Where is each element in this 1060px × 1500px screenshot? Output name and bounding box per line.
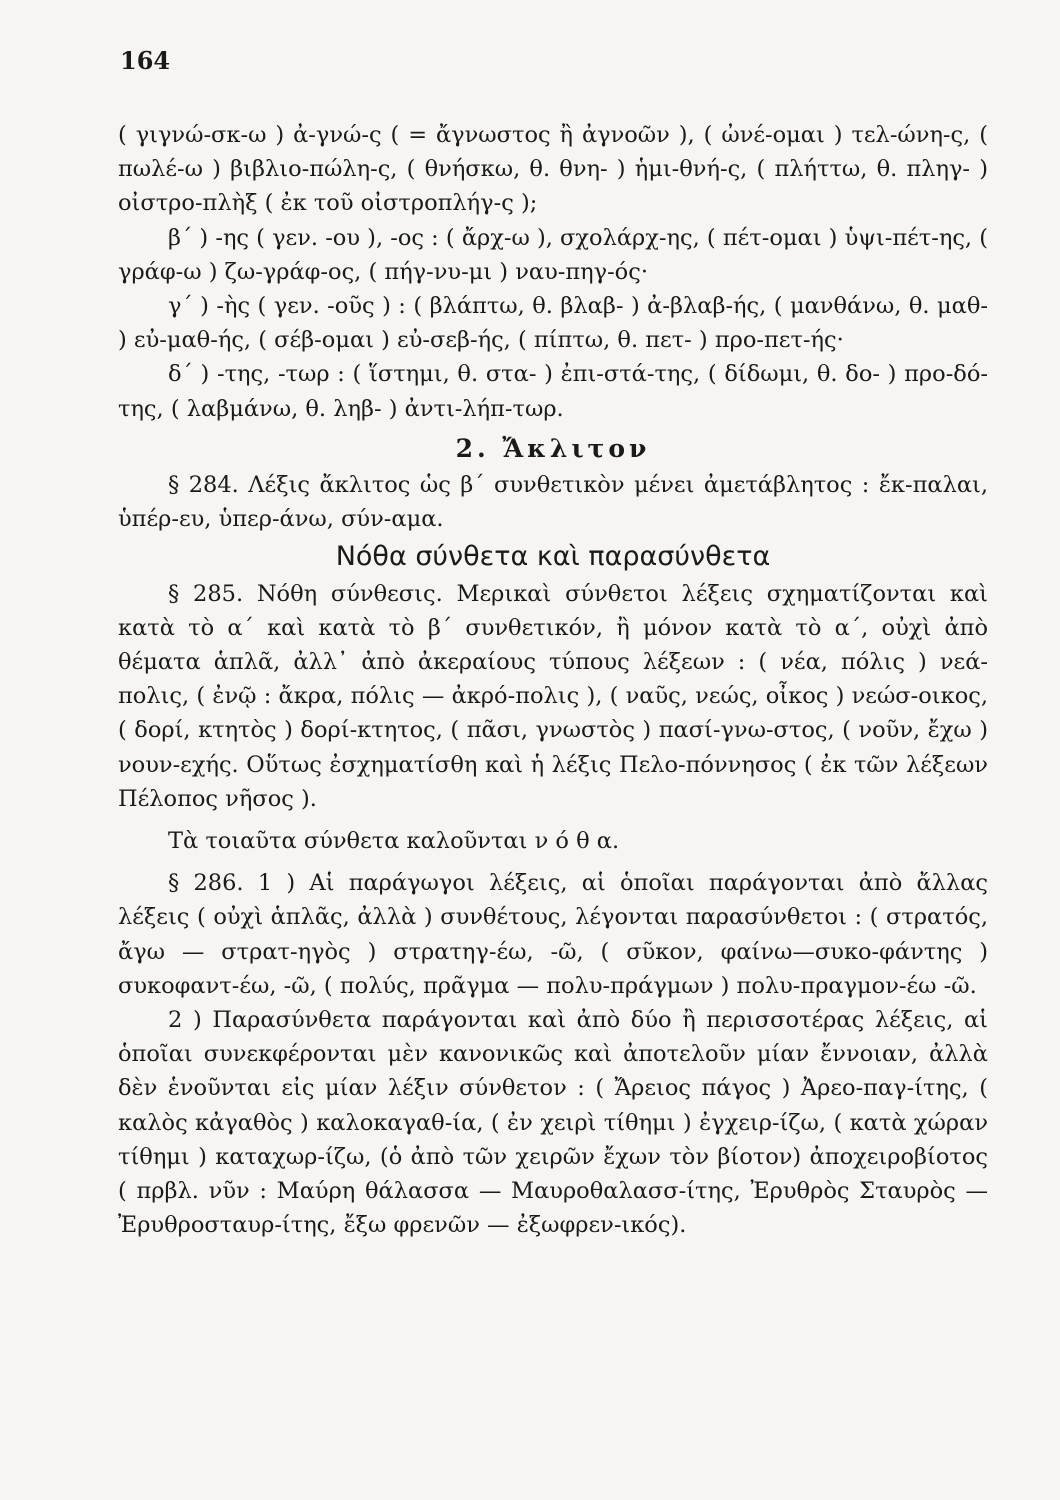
para-284: § 284. Λέξις ἄκλιτος ὡς β΄ συνθετικὸν μένει ἀμετάβλητος : ἔκ-παλαι, ὑπέρ-ευ, ὑπερ-άνω, σύν-αμα.: [118, 472, 988, 533]
para-notha: Τὰ τοιαῦτα σύνθετα καλοῦνται ν ό θ α.: [168, 828, 620, 855]
para-285: § 285. Νόθη σύνθεσις. Μερικαὶ σύνθετοι λέξεις σχηματίζονται καὶ κατὰ τὸ α΄ καὶ κατὰ τὸ β΄ συνθετικόν, ἢ μόνον κατὰ τὸ α΄, οὐχὶ ἀπὸ θέματα ἁπλᾶ, ἀλλ᾽ ἀπὸ ἀκεραίους τύπους λέξεων : ( νέα, πόλις ) νεά-πολις, ( ἐνῷ : ἄκρα, πόλις — ἀκρό-πολις ), ( ναῦς, νεώς, οἶκος ) νεώσ-οικος, ( δορί, κτητὸς ) δορί-κτητος, ( πᾶσι, γνωστὸς ) πασί-γνω-στος, ( νοῦν, ἔχω ) νουν-εχής. Οὕτως ἐσχηματίσθη καὶ ἡ λέξις Πελο-πόννησος ( ἐκ τῶν λέξεων Πέλοπος νῆσος ).: [118, 580, 988, 812]
para-beta: β΄ ) -ης ( γεν. -ου ), -ος : ( ἄρχ-ω ), σχολάρχ-ης, ( πέτ-ομαι ) ὑψι-πέτ-ης, ( γράφ-ω ) ζω-γράφ-ος, ( πήγ-νυ-μι ) ναυ-πηγ-ός·: [118, 224, 988, 285]
subsection-heading: Νόθα σύνθετα καὶ παρασύνθετα: [335, 541, 771, 573]
para-continuation: ( γιγνώ-σκ-ω ) ἀ-γνώ-ς ( = ἄγνωστος ἢ ἀγνοῶν ), ( ὠνέ-ομαι ) τελ-ώνη-ς, ( πωλέ-ω ) βιβλιο-πώλη-ς, ( θνήσκω, θ. θνη- ) ἡμι-θνή-ς, ( πλήττω, θ. πληγ- ) οἰστρο-πλὴξ ( ἐκ τοῦ οἰστροπλήγ-ς );: [118, 122, 988, 217]
para-delta: δ΄ ) -της, -τωρ : ( ἵστημι, θ. στα- ) ἐπι-στά-της, ( δίδωμι, θ. δο- ) προ-δό-της, ( λαβμάνω, θ. ληβ- ) ἀντι-λήπ-τωρ.: [118, 361, 988, 422]
page-number: 164: [120, 46, 171, 75]
para-gamma: γ΄ ) -ὴς ( γεν. -οῦς ) : ( βλάπτω, θ. βλαβ- ) ἀ-βλαβ-ής, ( μανθάνω, θ. μαθ- ) εὐ-μαθ-ής, ( σέβ-ομαι ) εὐ-σεβ-ής, ( πίπτω, θ. πετ- ) προ-πετ-ής·: [118, 293, 988, 354]
para-286-1: § 286. 1 ) Αἱ παράγωγοι λέξεις, αἱ ὁποῖαι παράγονται ἀπὸ ἄλλας λέξεις ( οὐχὶ ἁπλᾶς, ἀλλὰ ) συνθέτους, λέγονται παρασύνθετοι : ( στρατός, ἄγω — στρατ-ηγὸς ) στρατηγ-έω, -ῶ, ( σῦκον, φαίνω—συκο-φάντης ) συκοφαντ-έω, -ῶ, ( πολύς, πρᾶγμα — πολυ-πράγμων ) πολυ-πραγμον-έω -ῶ.: [118, 870, 988, 999]
page-body: [118, 118, 988, 1243]
section-heading: 2. Ἄκλιτον: [455, 433, 651, 463]
para-286-2: 2 ) Παρασύνθετα παράγονται καὶ ἀπὸ δύο ἢ περισσοτέρας λέξεις, αἱ ὁποῖαι συνεκφέρονται μὲν κανονικῶς καὶ ἀποτελοῦν μίαν ἔννοιαν, ἀλλὰ δὲν ἑνοῦνται εἰς μίαν λέξιν σύνθετον : ( Ἄρειος πάγος ) Ἀρεο-παγ-ίτης, ( καλὸς κἀγαθὸς ) καλοκαγαθ-ία, ( ἐν χειρὶ τίθημι ) ἐγχειρ-ίζω, ( κατὰ χώραν τίθημι ) καταχωρ-ίζω, (ὁ ἀπὸ τῶν χειρῶν ἔχων τὸν βίοτον) ἀποχειροβίοτος ( πρβλ. νῦν : Μαύρη θάλασσα — Μαυροθαλασσ-ίτης, Ἐρυθρὸς Σταυρὸς — Ἐρυθροσταυρ-ίτης, ἔξω φρενῶν — ἐξωφρεν-ικός).: [118, 1007, 988, 1239]
